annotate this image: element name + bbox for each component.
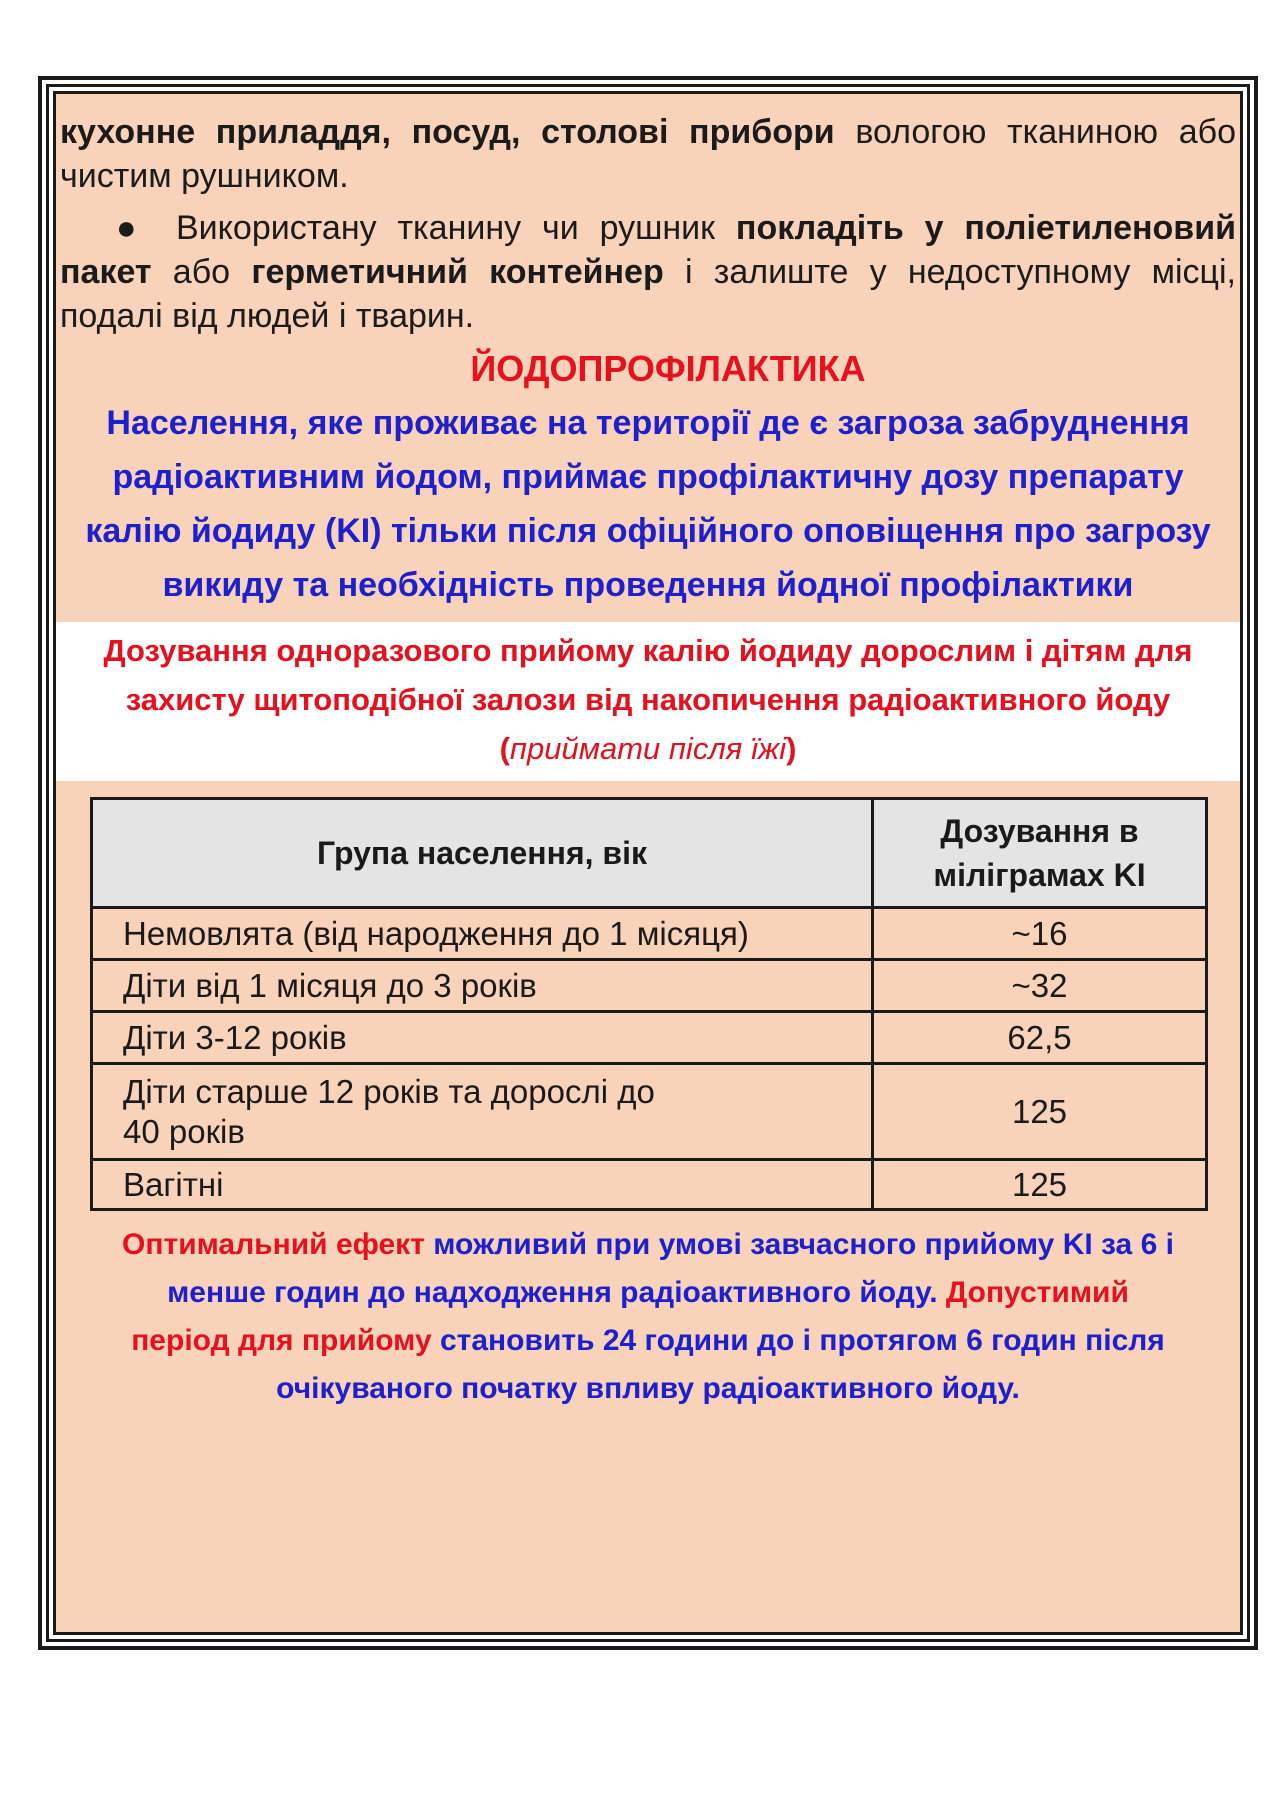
dosage-title-close: ): [786, 731, 797, 766]
intro-p1-bold: кухонне приладдя, посуд, столові прибори: [60, 113, 835, 151]
intro-p2-b: покладіть у поліетиленовий пакет: [60, 209, 1236, 291]
dosage-title: [56, 622, 1240, 781]
intro-p2-c: або: [151, 253, 252, 291]
footer-blue-2: становить 24 години до і протягом 6 годин після очікуваного початку впливу радіоактивного йоду.: [276, 1324, 1165, 1405]
population-notice: Населення, яке проживає на території де є загроза забруднення радіоактивним йодом, приймає профілактичну дозу препарату калію йодиду (KI) тільки після офіційного оповіщення про загрозу викиду та необхідність проведення йодної профілактики: [85, 404, 1211, 604]
page-frame-outer: [38, 76, 1258, 1650]
table-row: [92, 1064, 1207, 1160]
footer-red-2: Допустимий період для прийому: [131, 1276, 1129, 1357]
footer-blue-1: можливий при умові завчасного прийому KI за 6 і менше годин до надходження радіоактивного йоду.: [167, 1228, 1174, 1309]
dosage-table: [90, 797, 1208, 1211]
table-row: [92, 1160, 1207, 1210]
row-dose: 125: [873, 1064, 1207, 1160]
leaflet-panel: [53, 91, 1243, 1635]
header-dose: Дозування в міліграмах KI: [873, 799, 1207, 908]
table-row: [92, 1012, 1207, 1064]
table-row: [92, 960, 1207, 1012]
footer-red-1: Оптимальний ефект: [122, 1228, 425, 1261]
intro-paragraph-2: [60, 206, 1236, 338]
intro-paragraph-1: [60, 110, 1236, 198]
row-dose: ~16: [873, 908, 1207, 960]
dosage-title-main: Дозування одноразового прийому калію йодиду дорослим і дітям для захисту щитоподібної залози від накопичення радіоактивного йоду (: [103, 633, 1193, 766]
dosage-title-italic: приймати після їжі: [509, 731, 787, 766]
row-group: Немовлята (від народження до 1 місяця): [92, 908, 873, 960]
section-heading: ЙОДОПРОФІЛАКТИКА: [470, 348, 866, 389]
row-dose: 125: [873, 1160, 1207, 1210]
header-group: Група населення, вік: [92, 799, 873, 908]
intro-p2-d: герметичний контейнер: [251, 253, 664, 291]
bullet-icon: ●: [116, 209, 137, 247]
intro-p2-e: і залиште у недоступному місці, подалі від людей і тварин.: [60, 253, 1236, 335]
table-header-row: [92, 799, 1207, 908]
footer-note: [60, 1221, 1236, 1413]
row-group: Діти 3-12 років: [92, 1012, 873, 1064]
row-group: Вагітні: [92, 1160, 873, 1210]
table-row: [92, 908, 1207, 960]
page-frame-middle: [46, 84, 1250, 1642]
row-group: Діти від 1 місяця до 3 років: [92, 960, 873, 1012]
row-group: Діти старше 12 років та дорослі до 40 років: [92, 1064, 873, 1160]
row-dose: ~32: [873, 960, 1207, 1012]
intro-p2-a: Використану тканину чи рушник: [176, 209, 736, 247]
intro-p1-rest: вологою тканиною або чистим рушником.: [60, 113, 1236, 195]
row-dose: 62,5: [873, 1012, 1207, 1064]
